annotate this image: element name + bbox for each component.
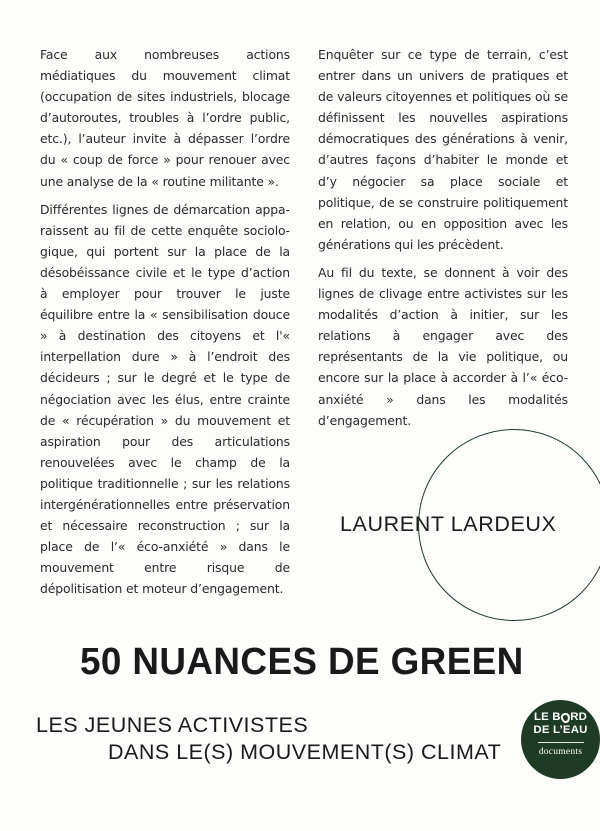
publisher-text-before-o: LE B bbox=[533, 711, 561, 723]
blurb-paragraph: Face aux nombreuses actions médiatiques du mouvement climat (occupation de sites industriels, blocage d’autoroutes, troubles à l’ordre public, etc.), l’auteur invite à dépasser l’ordre du « coup de force » pour renouer avec une analyse de la « routine militante ». bbox=[40, 47, 290, 189]
book-subtitle-line-1: LES JEUNES ACTIVISTES bbox=[36, 713, 309, 737]
blurb-column-left bbox=[40, 44, 290, 599]
author-name: LAURENT LARDEUX bbox=[340, 512, 557, 536]
publisher-logo-badge bbox=[521, 700, 600, 779]
leaf-o-icon bbox=[560, 712, 570, 724]
blurb-paragraph: Au fil du texte, se donnent à voir des lignes de clivage entre activistes sur les modalités d’action à initier, sur les relations à engager avec des représentants de la vie politique, ou encore sur la place à accorder à l’« éco-anxiété » dans les modalités d’engagement. bbox=[318, 264, 568, 428]
blurb-paragraph: Différentes lignes de démarcation apparaissent au fil de cette enquête sociologique, qui portent sur la place de la désobéissance civile et le type d’action à employer pour trouver le juste équilibre entre la « sensibilisation douce » à destination des citoyens et l'« interpellation dure » à l’endroit des décideurs ; sur le degré et le type de négociation avec les élus, entre crainte de « récupération » du mouvement et aspiration pour des articulations renouvelées avec le champ de la politique traditionnelle ; sur les relations intergénérationnelles entre préservation et nécessaire reconstruction ; sur la place de l’« éco-anxiété » dans le mouvement entre risque de dépolitisation et moteur d’engagement. bbox=[40, 201, 290, 597]
blurb-paragraph: Enquêter sur ce type de terrain, c’est entrer dans un univers de pratiques et de valeurs citoyennes et politiques où se définissent les nouvelles aspirations démocratiques des générations à venir, d’autres façons d’habiter le monde et d’y négocier sa place sociale et politique, de se construire politiquement en relation, ou en opposition avec les générations qui les précèdent. bbox=[318, 47, 568, 252]
publisher-collection: documents bbox=[538, 746, 583, 757]
publisher-name-line-1 bbox=[534, 711, 587, 724]
blurb-column-right bbox=[318, 44, 568, 431]
badge-divider bbox=[538, 742, 584, 743]
publisher-text-after-o: RD bbox=[570, 711, 588, 723]
publisher-name-line-2: DE L’EAU bbox=[533, 724, 588, 736]
book-subtitle-line-2: DANS LE(S) MOUVEMENT(S) CLIMAT bbox=[108, 740, 502, 764]
book-title: 50 NUANCES DE GREEN bbox=[80, 641, 524, 683]
